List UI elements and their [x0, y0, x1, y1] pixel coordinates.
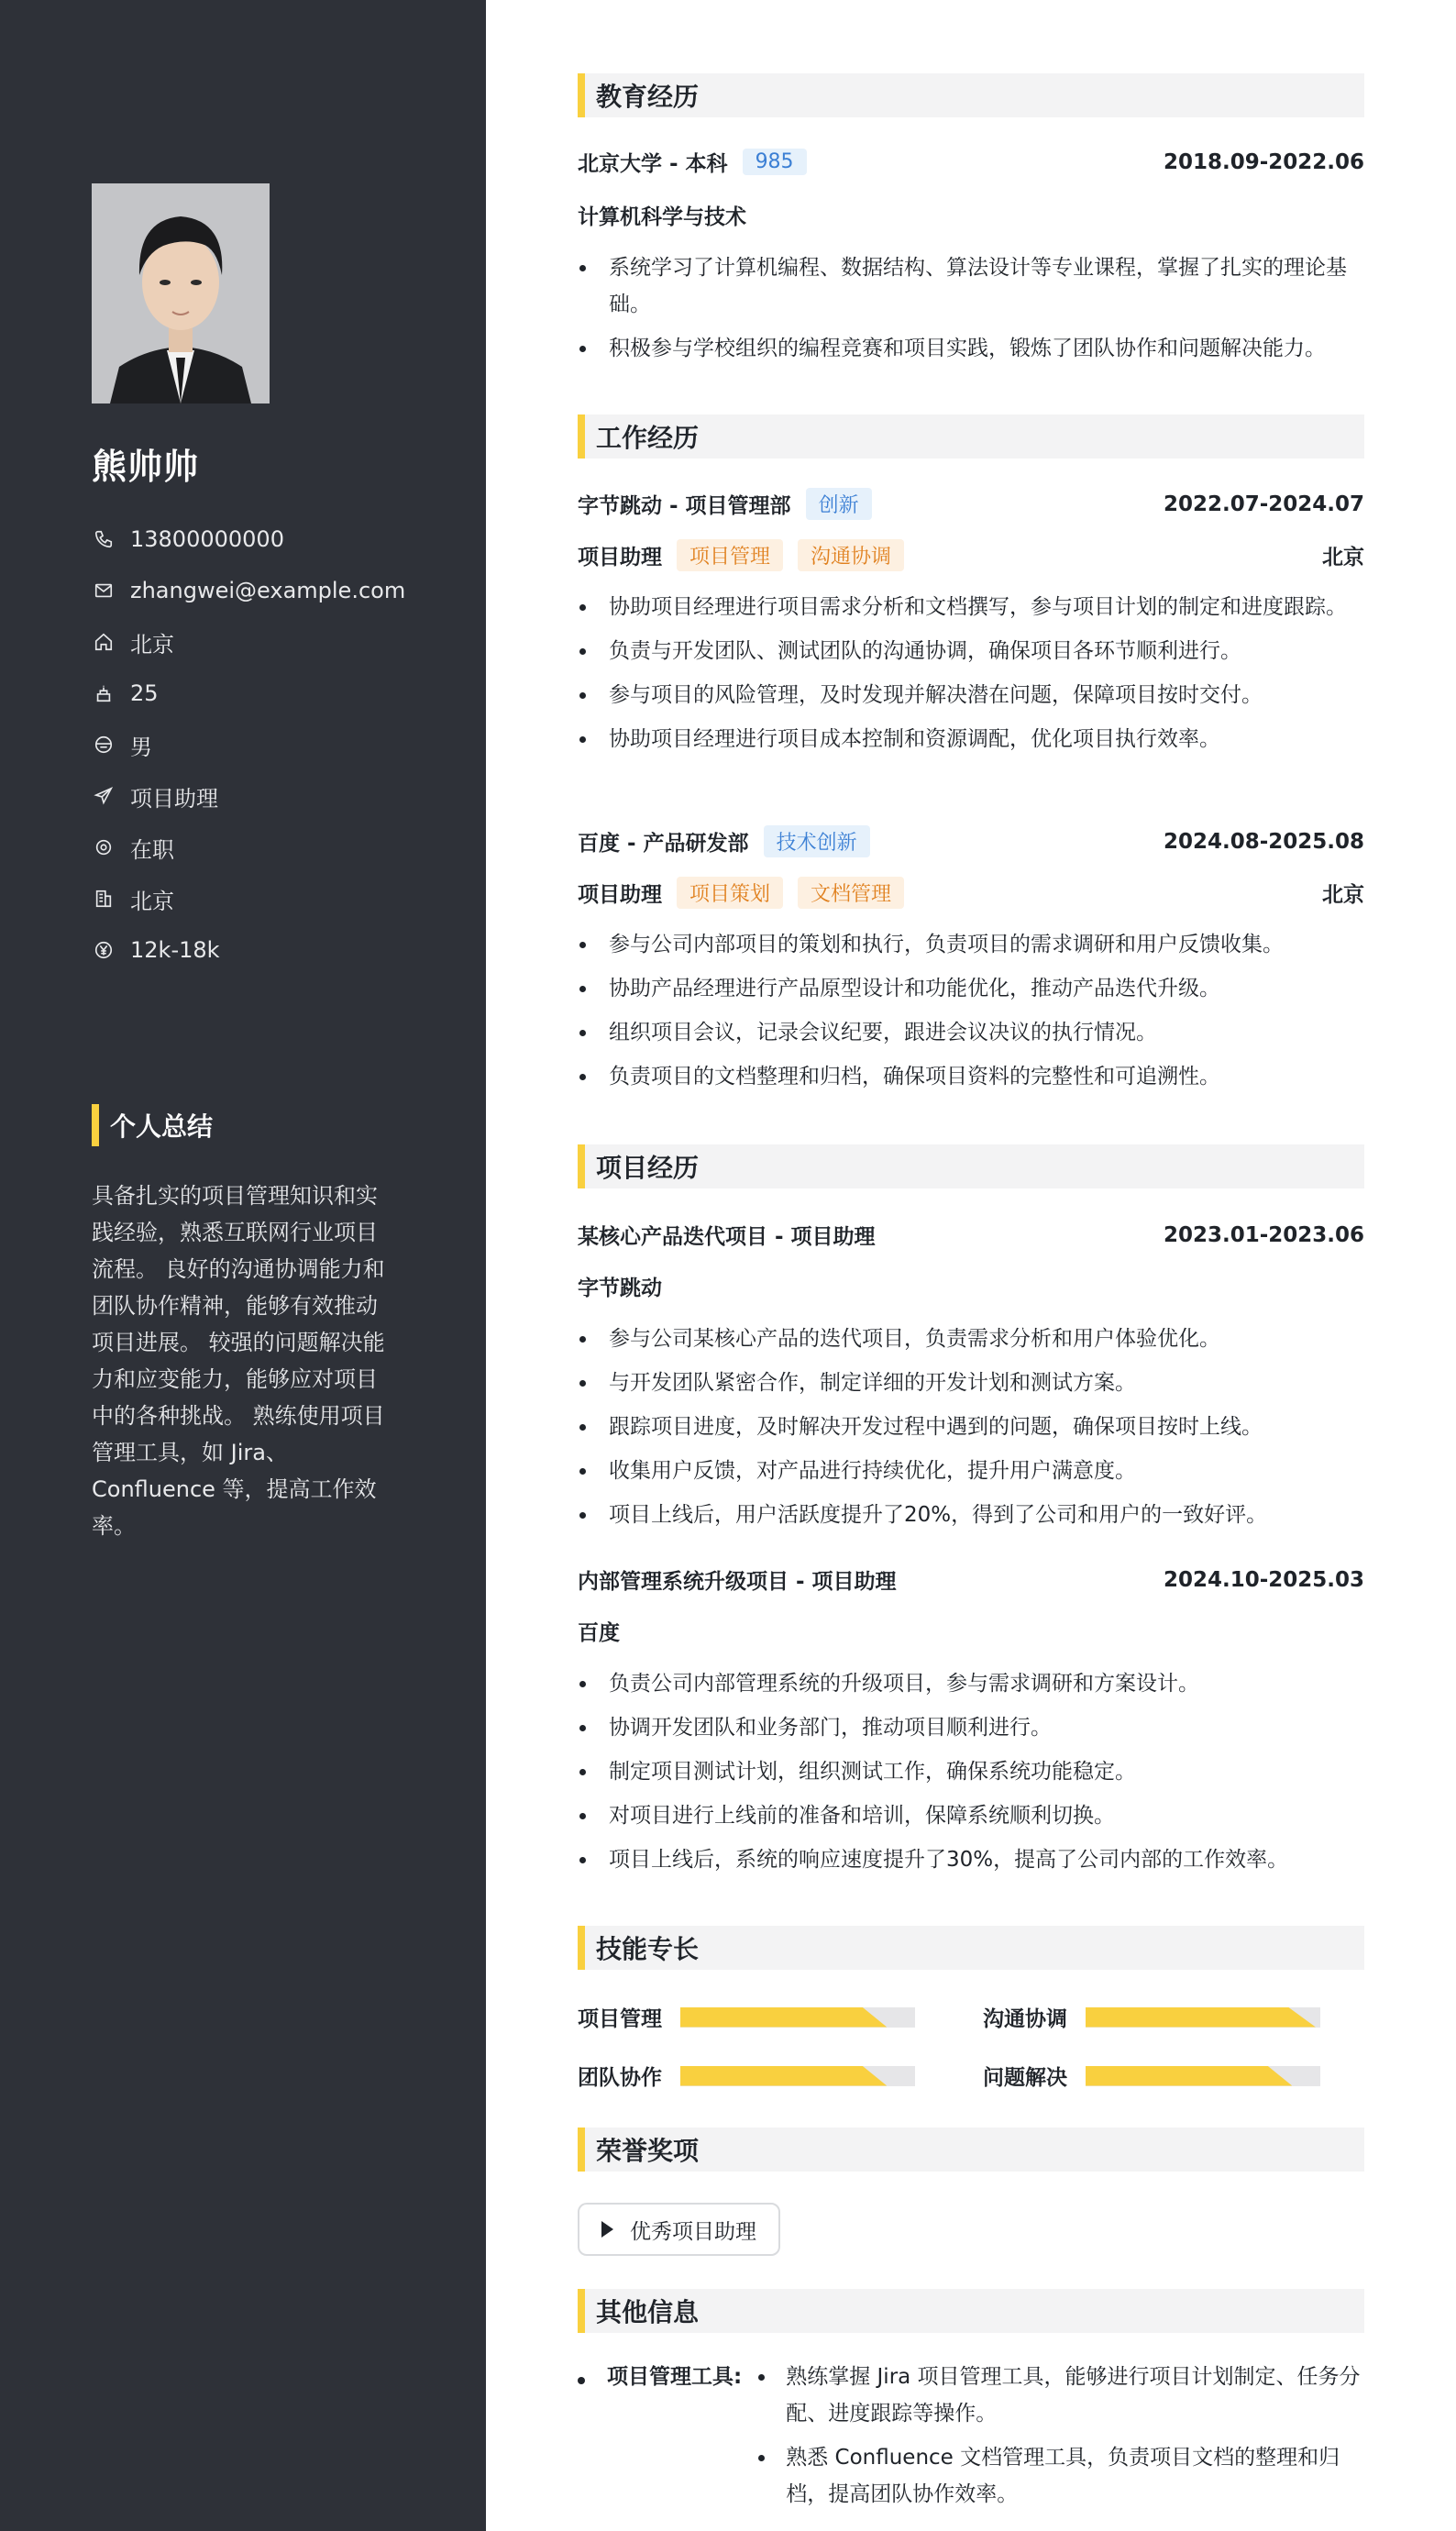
skill-name: 团队协作 — [578, 2066, 662, 2090]
list-item: 协调开发团队和业务部门，推动项目顺利进行。 — [578, 1709, 1364, 1746]
age-row — [92, 668, 458, 719]
phone-text: 13800000000 — [130, 526, 284, 552]
location-text: 北京 — [130, 631, 174, 658]
job-target-row — [92, 770, 458, 822]
building-icon — [92, 887, 116, 911]
status-row — [92, 822, 458, 873]
education-title: 教育经历 — [596, 82, 700, 112]
job-city: 北京 — [1322, 546, 1364, 569]
status-text: 在职 — [130, 836, 174, 863]
summary-heading — [92, 1104, 213, 1146]
list-item: 协助项目经理进行项目需求分析和文档撰写，参与项目计划的制定和进度跟踪。 — [578, 589, 1364, 625]
list-item: 积极参与学校组织的编程竞赛和项目实践，锻炼了团队协作和问题解决能力。 — [578, 330, 1364, 367]
list-item: 对项目进行上线前的准备和培训，保障系统顺利切换。 — [578, 1797, 1364, 1834]
phone-row — [92, 514, 458, 565]
status-icon — [92, 835, 116, 859]
list-item: 制定项目测试计划，组织测试工作，确保系统功能稳定。 — [578, 1753, 1364, 1790]
summary-title: 个人总结 — [110, 1111, 214, 1142]
skill-tag: 文档管理 — [798, 877, 904, 909]
list-item: 收集用户反馈，对产品进行持续优化，提升用户满意度。 — [578, 1453, 1364, 1489]
school-tag: 985 — [743, 149, 807, 175]
major-name: 计算机科学与技术 — [578, 205, 746, 229]
skill-bar-fill — [1086, 2007, 1316, 2028]
education-bullets — [578, 249, 1364, 374]
other-info — [578, 2359, 1364, 2520]
skills-heading — [578, 1926, 1364, 1970]
job-role: 项目助理 — [578, 883, 662, 907]
avatar — [92, 183, 270, 403]
project-name: 某核心产品迭代项目 - 项目助理 — [578, 1225, 876, 1249]
skill-item — [983, 2061, 1320, 2091]
send-icon — [92, 784, 116, 808]
email-row — [92, 565, 458, 616]
project-org: 百度 — [578, 1621, 620, 1645]
company-name: 百度 - 产品研发部 — [578, 832, 749, 856]
honors-heading — [578, 2128, 1364, 2172]
major-row — [578, 200, 1364, 230]
skill-bar-fill — [680, 2066, 887, 2086]
skill-bar — [680, 2066, 915, 2086]
honors-title: 荣誉奖项 — [596, 2136, 700, 2166]
skill-tag: 沟通协调 — [798, 539, 904, 571]
list-item: 负责公司内部管理系统的升级项目，参与需求调研和方案设计。 — [578, 1665, 1364, 1702]
skill-bar — [1086, 2066, 1320, 2086]
list-item: 负责项目的文档整理和归档，确保项目资料的完整性和可追溯性。 — [578, 1058, 1364, 1095]
list-item: 项目上线后，系统的响应速度提升了30%，提高了公司内部的工作效率。 — [578, 1841, 1364, 1878]
summary-text: 具备扎实的项目管理知识和实践经验，熟悉互联网行业项目流程。 良好的沟通协调能力和团队协作精神，能够有效推动项目进展。 较强的问题解决能力和应变能力，能够应对项目中的各种挑战。 熟练使用项目管理工具，如 Jira、Confluence 等，提高工作效率。 — [92, 1183, 385, 1539]
sidebar — [0, 0, 486, 2531]
phone-icon — [92, 527, 116, 551]
avatar-portrait — [92, 183, 270, 403]
candidate-name: 熊帅帅 — [92, 447, 200, 487]
skill-bar-fill — [680, 2007, 887, 2028]
work-title: 工作经历 — [596, 423, 700, 453]
award-name: 优秀项目助理 — [630, 2219, 756, 2244]
list-item: 项目上线后，用户活跃度提升了20%，得到了公司和用户的一致好评。 — [578, 1497, 1364, 1533]
skill-tag: 项目管理 — [677, 539, 783, 571]
skill-item — [578, 2002, 915, 2032]
list-item: 参与项目的风险管理，及时发现并解决潜在问题，保障项目按时交付。 — [578, 677, 1364, 713]
project-period: 2024.10-2025.03 — [1163, 1567, 1364, 1592]
mail-icon — [92, 579, 116, 602]
list-item: 参与公司某核心产品的迭代项目，负责需求分析和用户体验优化。 — [578, 1321, 1364, 1357]
list-item: 组织项目会议，记录会议纪要，跟进会议决议的执行情况。 — [578, 1014, 1364, 1051]
list-item: 协助项目经理进行项目成本控制和资源调配，优化项目执行效率。 — [578, 721, 1364, 757]
list-item: 协助产品经理进行产品原型设计和功能优化，推动产品迭代升级。 — [578, 970, 1364, 1007]
project-org-row — [578, 1616, 1364, 1646]
project-org: 字节跳动 — [578, 1277, 662, 1300]
target-city-row — [92, 873, 458, 924]
project-row — [578, 1564, 1364, 1595]
projects-title: 项目经历 — [596, 1153, 700, 1183]
gender-text: 男 — [130, 734, 152, 760]
job-period: 2022.07-2024.07 — [1163, 492, 1364, 516]
education-period: 2018.09-2022.06 — [1163, 149, 1364, 174]
other-title: 其他信息 — [596, 2297, 700, 2327]
other-key: 项目管理工具: — [607, 2365, 743, 2389]
job-period: 2024.08-2025.08 — [1163, 829, 1364, 854]
person-face-icon — [92, 733, 116, 757]
project-period: 2023.01-2023.06 — [1163, 1222, 1364, 1247]
work-heading — [578, 414, 1364, 459]
education-heading — [578, 73, 1364, 117]
skills-title: 技能专长 — [596, 1934, 700, 1964]
contact-info — [92, 514, 458, 976]
project-row — [578, 1220, 1364, 1250]
salary-row — [92, 924, 458, 976]
job-role: 项目助理 — [578, 546, 662, 569]
company-tag: 创新 — [806, 488, 872, 520]
company-name: 字节跳动 - 项目管理部 — [578, 494, 791, 518]
skill-item — [983, 2002, 1320, 2032]
salary-text: 12k-18k — [130, 937, 220, 963]
email-text: zhangwei@example.com — [130, 578, 406, 603]
award-chip — [578, 2203, 780, 2256]
other-heading — [578, 2289, 1364, 2333]
skill-bar — [680, 2007, 915, 2028]
skill-name: 沟通协调 — [983, 2007, 1067, 2031]
skill-bar — [1086, 2007, 1320, 2028]
age-text: 25 — [130, 680, 159, 706]
school-name: 北京大学 - 本科 — [578, 152, 728, 176]
location-row — [92, 616, 458, 668]
gender-row — [92, 719, 458, 770]
target-city-text: 北京 — [130, 888, 174, 914]
company-tag: 技术创新 — [764, 825, 870, 857]
job-target-text: 项目助理 — [130, 785, 218, 812]
projects-heading — [578, 1144, 1364, 1188]
job-row — [578, 488, 1364, 520]
project-name: 内部管理系统升级项目 - 项目助理 — [578, 1570, 897, 1594]
skill-item — [578, 2061, 915, 2091]
list-item: 与开发团队紧密合作，制定详细的开发计划和测试方案。 — [578, 1365, 1364, 1401]
list-item: 熟悉 Confluence 文档管理工具，负责项目文档的整理和归档，提高团队协作效率。 — [756, 2439, 1364, 2513]
job-row — [578, 825, 1364, 857]
yen-coin-icon — [92, 938, 116, 962]
education-row — [578, 147, 1364, 177]
project-org-row — [578, 1271, 1364, 1301]
job-bullets — [578, 589, 1364, 765]
play-triangle-icon — [601, 2221, 613, 2238]
home-icon — [92, 630, 116, 654]
other-bullets — [756, 2359, 1364, 2520]
skill-bar-fill — [1086, 2066, 1292, 2086]
list-item: 参与公司内部项目的策划和执行，负责项目的需求调研和用户反馈收集。 — [578, 926, 1364, 963]
job-bullets — [578, 926, 1364, 1102]
project-bullets — [578, 1665, 1364, 1885]
list-item: 熟练掌握 Jira 项目管理工具，能够进行项目计划制定、任务分配、进度跟踪等操作。 — [756, 2359, 1364, 2432]
project-bullets — [578, 1321, 1364, 1541]
skill-tag: 项目策划 — [677, 877, 783, 909]
cake-icon — [92, 681, 116, 705]
list-item: 负责与开发团队、测试团队的沟通协调，确保项目各环节顺利进行。 — [578, 633, 1364, 669]
job-role-row — [578, 539, 1364, 571]
skill-name: 问题解决 — [983, 2066, 1067, 2090]
skill-name: 项目管理 — [578, 2007, 662, 2031]
list-item: 系统学习了计算机编程、数据结构、算法设计等专业课程，掌握了扎实的理论基础。 — [578, 249, 1364, 323]
list-item: 跟踪项目进度，及时解决开发过程中遇到的问题，确保项目按时上线。 — [578, 1409, 1364, 1445]
job-city: 北京 — [1322, 883, 1364, 907]
job-role-row — [578, 877, 1364, 909]
